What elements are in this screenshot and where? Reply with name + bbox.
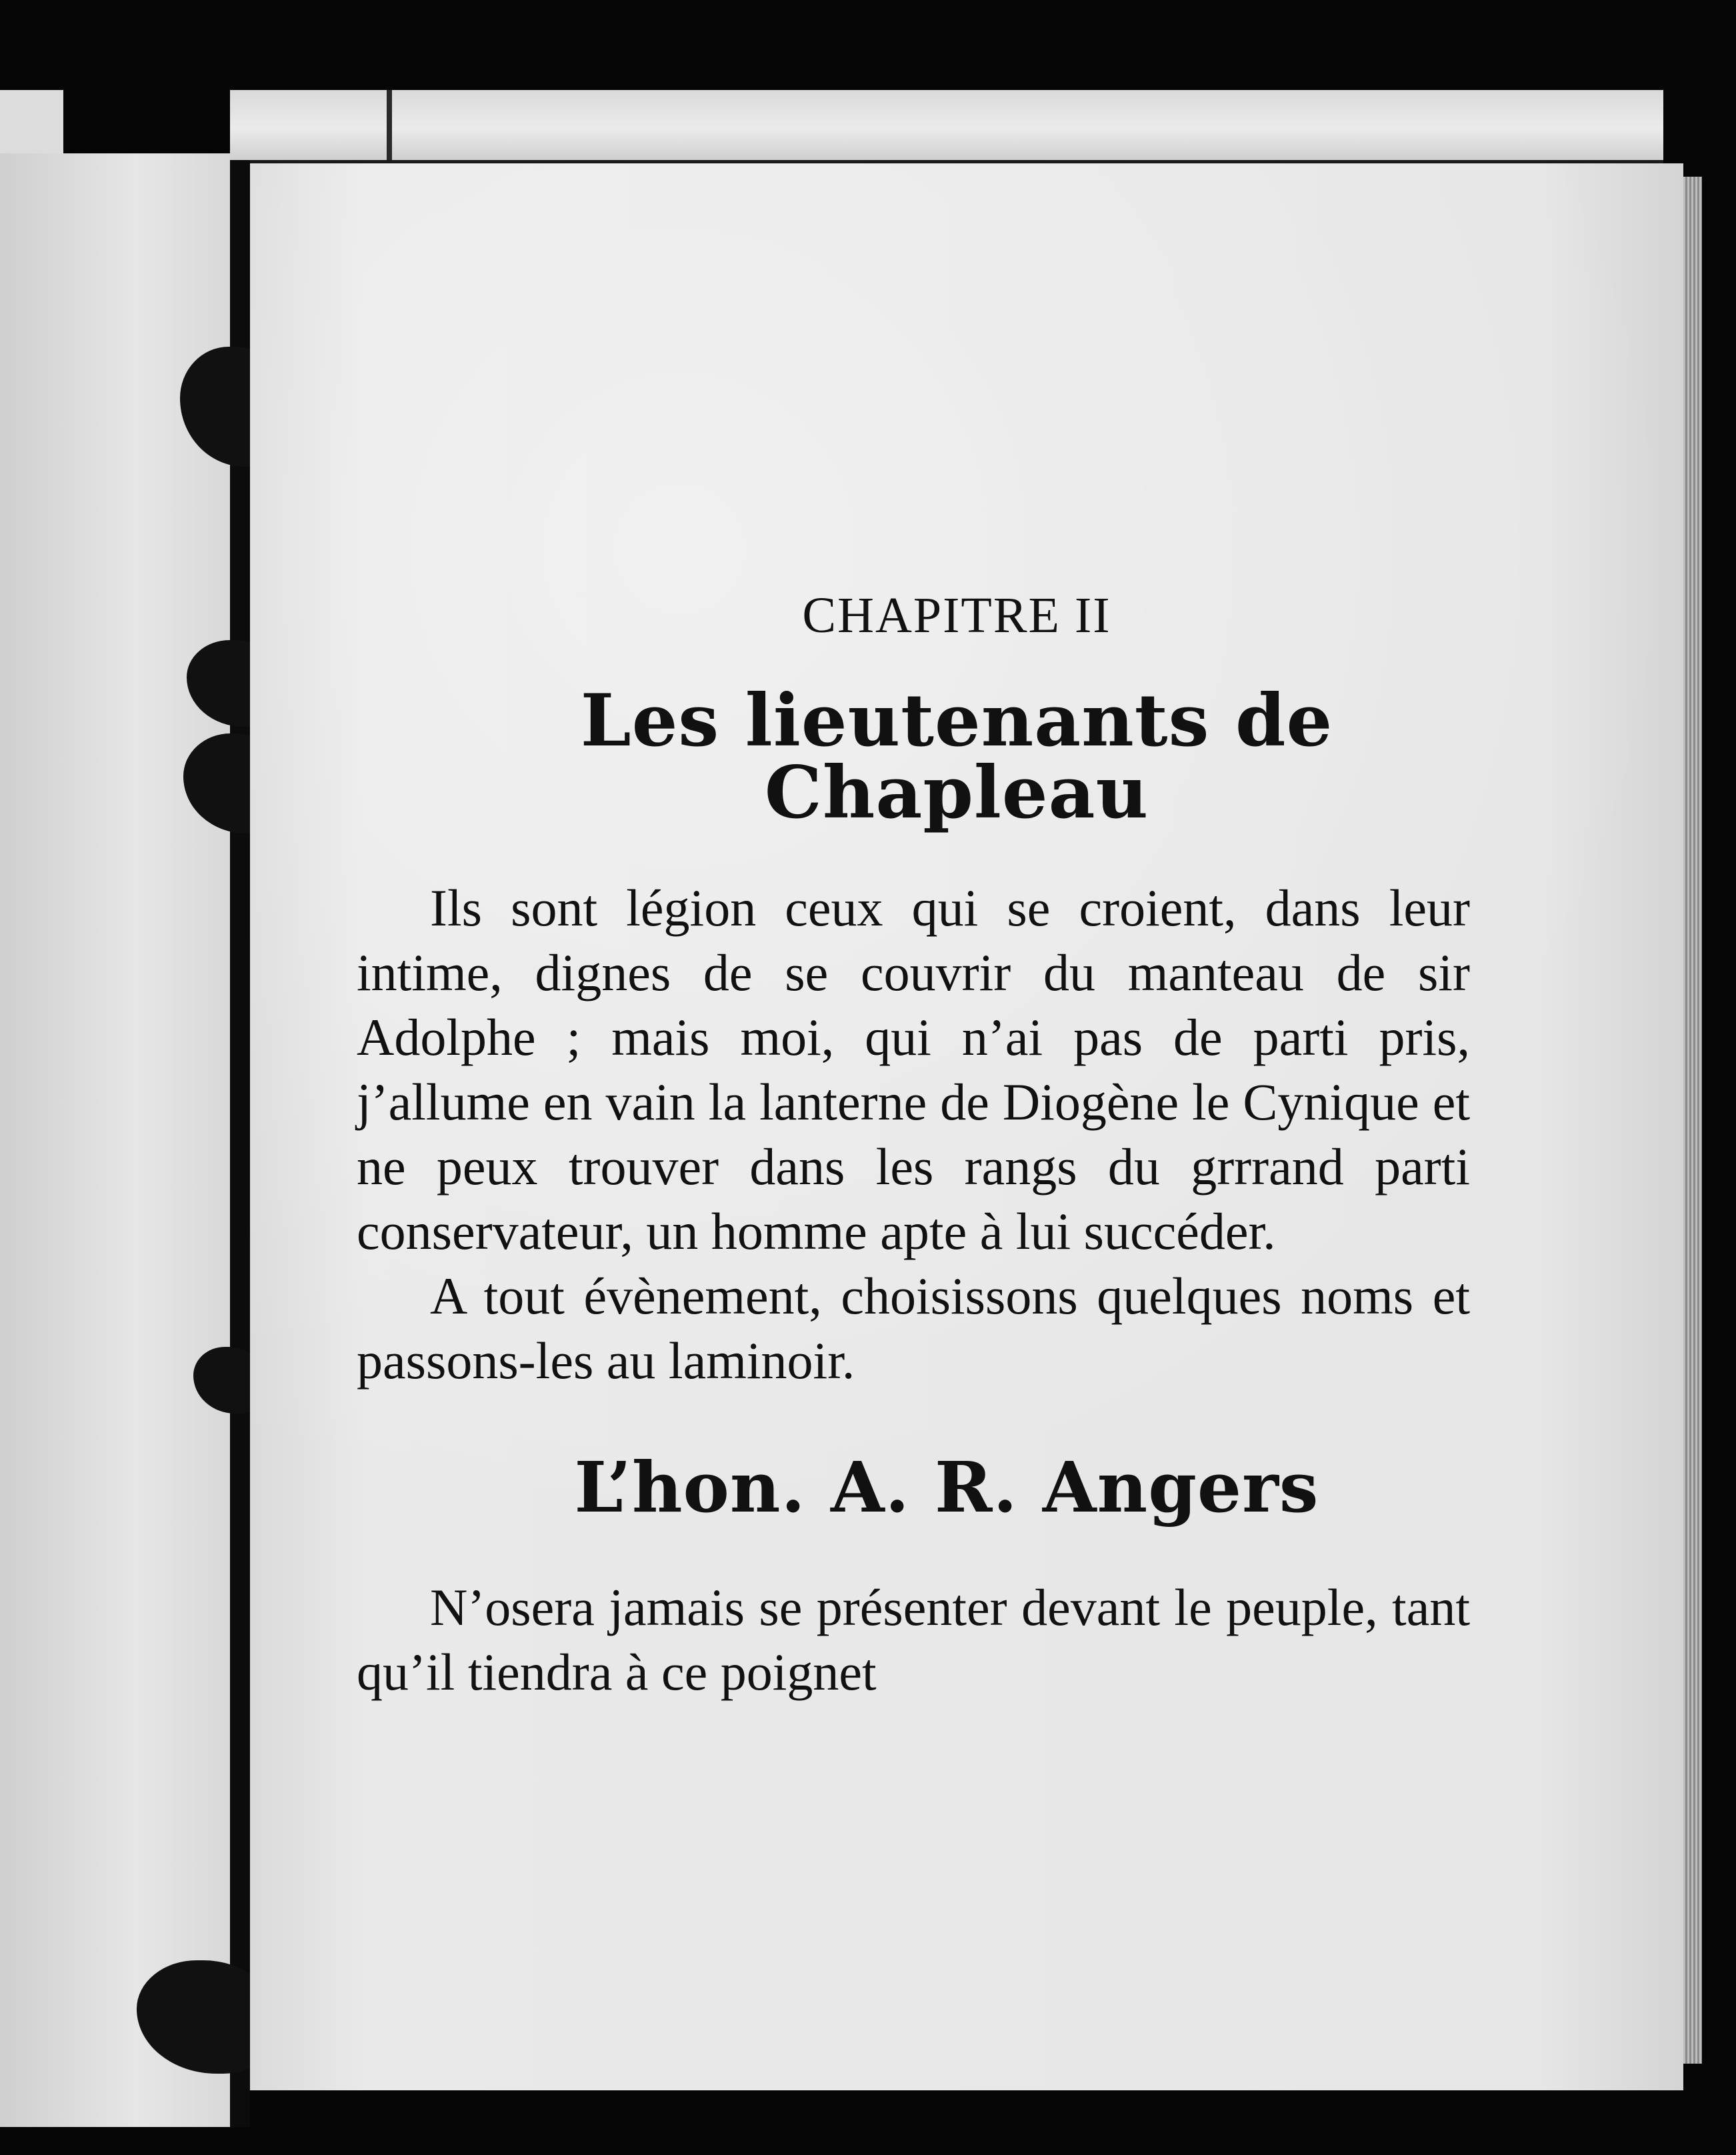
chapter-title-line-2: Chapleau [764, 751, 1149, 835]
chapter-title-line-1: Les lieutenants de [580, 679, 1333, 763]
left-page-top-edge [0, 90, 63, 157]
section-paragraph [357, 1575, 1470, 1704]
body-paragraph [357, 875, 1470, 1264]
body-paragraph [357, 1264, 1470, 1393]
body-paragraph-text: A tout évènement, choisissons quelques noms et passons-les au laminoir. [357, 1267, 1470, 1390]
chapter-heading: CHAPITRE II [802, 587, 1111, 643]
page-text [357, 587, 1470, 1704]
section-heading: L’hon. A. R. Angers [574, 1446, 1319, 1528]
page-stack-edge [1683, 177, 1702, 2064]
chapter-title [443, 679, 1470, 835]
book-top-divider [387, 90, 392, 160]
previous-page-edge [0, 153, 230, 2127]
section-paragraph-text: N’osera jamais se présenter devant le peuple, tant qu’il tiendra à ce poignet [357, 1578, 1470, 1701]
book-top-edge [230, 90, 1663, 164]
body-paragraph-text: Ils sont légion ceux qui se croient, dans leur intime, dignes de se couvrir du manteau de sir Adolphe ; mais moi, qui n’ai pas de parti pris, j’allume en vain la lanterne de Diogène le Cynique et ne peux trouver dans les rangs du grrrand parti conservateur, un homme apte à lui succéder. [357, 879, 1470, 1260]
